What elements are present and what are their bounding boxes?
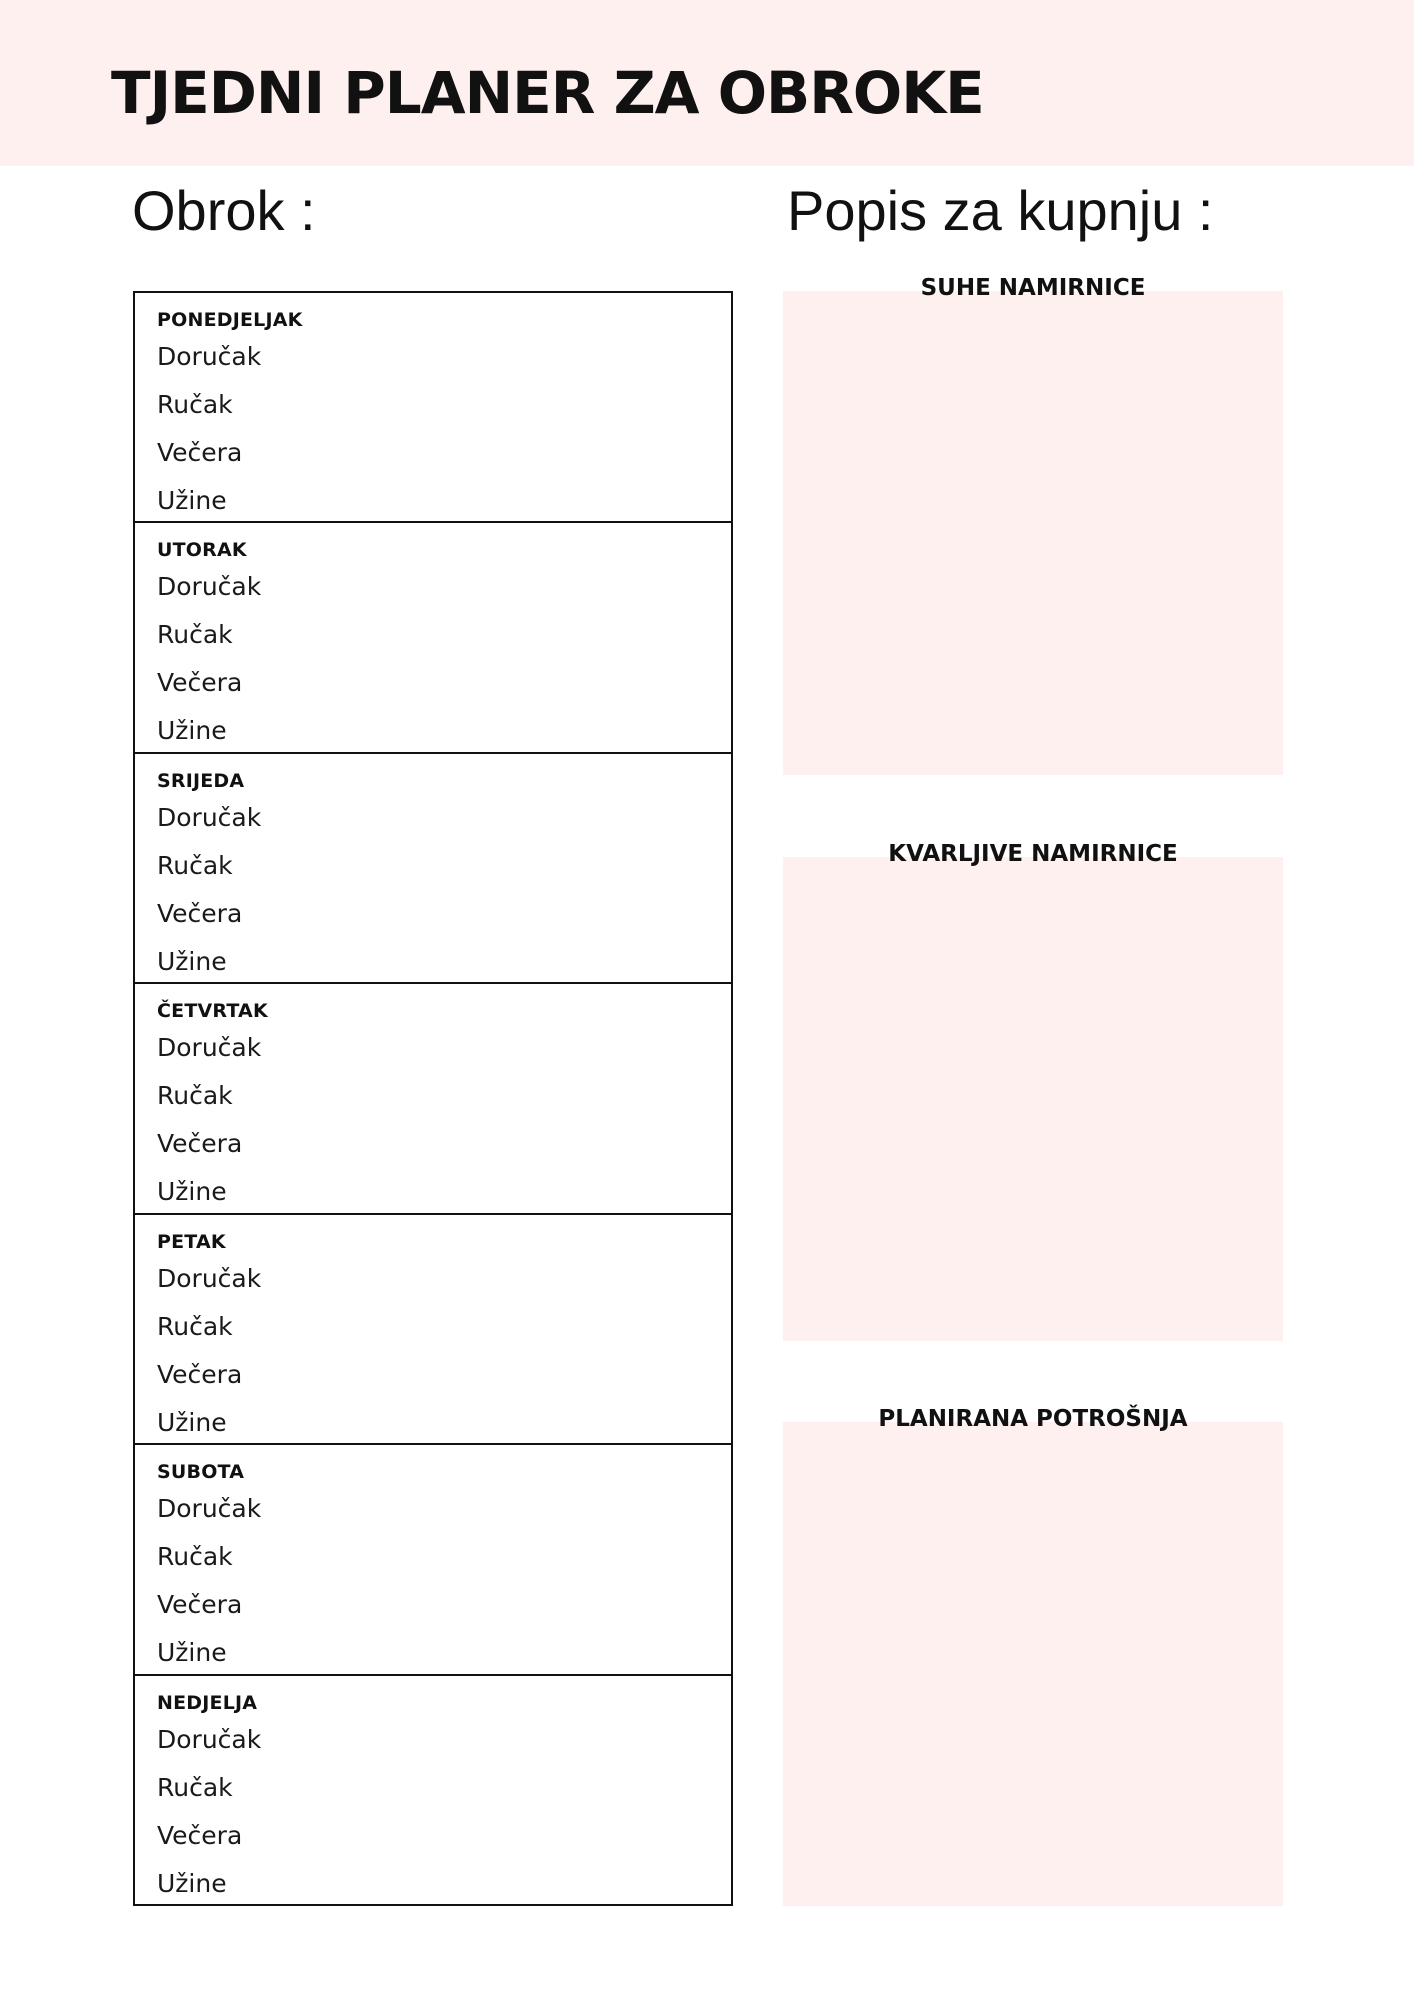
meal-breakfast[interactable]: Doručak [157, 1724, 262, 1754]
meal-list [157, 1716, 261, 1908]
meal-list [157, 1024, 261, 1216]
meal-section-heading: Obrok : [132, 179, 316, 242]
meal-lunch[interactable]: Ručak [157, 1542, 233, 1572]
meal-breakfast[interactable]: Doručak [157, 802, 262, 832]
day-block-wednesday [135, 754, 731, 984]
day-block-friday [135, 1215, 731, 1445]
meal-lunch[interactable]: Ručak [157, 620, 233, 650]
meal-lunch[interactable]: Ručak [157, 1081, 233, 1111]
dry-goods-label: SUHE NAMIRNICE [920, 275, 1146, 301]
meal-list [157, 1485, 261, 1677]
meal-lunch[interactable]: Ručak [157, 390, 233, 419]
meal-list [157, 563, 261, 755]
day-block-saturday [135, 1445, 731, 1675]
meal-snacks[interactable]: Užine [157, 1638, 227, 1668]
meal-list [157, 333, 261, 525]
meal-dinner[interactable]: Večera [157, 668, 243, 698]
meal-dinner[interactable]: Večera [157, 1359, 243, 1389]
title-banner [0, 0, 1414, 166]
day-name: ČETVRTAK [157, 1000, 268, 1023]
meal-lunch[interactable]: Ručak [157, 1772, 233, 1802]
meal-dinner[interactable]: Večera [157, 438, 243, 467]
meal-breakfast[interactable]: Doručak [157, 342, 262, 371]
meal-breakfast[interactable]: Doručak [157, 1263, 262, 1293]
meal-dinner[interactable]: Večera [157, 1590, 243, 1620]
meal-snacks[interactable]: Užine [157, 486, 227, 515]
meal-breakfast[interactable]: Doručak [157, 1033, 262, 1063]
meal-snacks[interactable]: Užine [157, 946, 227, 976]
meal-lunch[interactable]: Ručak [157, 1311, 233, 1341]
meal-snacks[interactable]: Užine [157, 1407, 227, 1437]
meal-breakfast[interactable]: Doručak [157, 1494, 262, 1524]
meal-dinner[interactable]: Večera [157, 1820, 243, 1850]
meal-snacks[interactable]: Užine [157, 1868, 227, 1898]
day-name: PONEDJELJAK [157, 309, 303, 331]
planned-spending-label: PLANIRANA POTROŠNJA [878, 1406, 1188, 1432]
perishables-label: KVARLJIVE NAMIRNICE [888, 841, 1178, 867]
meal-snacks[interactable]: Užine [157, 716, 227, 746]
planned-spending-box[interactable] [783, 1406, 1283, 1906]
perishables-box[interactable] [783, 841, 1283, 1341]
meal-dinner[interactable]: Večera [157, 1129, 243, 1159]
meal-list [157, 794, 261, 986]
meal-dinner[interactable]: Večera [157, 898, 243, 928]
meal-list [157, 1255, 261, 1447]
meal-snacks[interactable]: Užine [157, 1177, 227, 1207]
dry-goods-box[interactable] [783, 275, 1283, 775]
weekly-meal-table [133, 291, 733, 1906]
day-name: PETAK [157, 1230, 226, 1253]
meal-lunch[interactable]: Ručak [157, 850, 233, 880]
shopping-section-heading: Popis za kupnju : [787, 179, 1214, 242]
page-title: TJEDNI PLANER ZA OBROKE [111, 59, 984, 127]
day-name: SUBOTA [157, 1461, 245, 1484]
meal-breakfast[interactable]: Doručak [157, 572, 262, 602]
day-block-sunday [135, 1676, 731, 1904]
day-name: UTORAK [157, 539, 247, 562]
day-name: NEDJELJA [157, 1691, 258, 1714]
day-name: SRIJEDA [157, 769, 245, 792]
day-block-monday [135, 293, 731, 523]
day-block-tuesday [135, 523, 731, 753]
day-block-thursday [135, 984, 731, 1214]
